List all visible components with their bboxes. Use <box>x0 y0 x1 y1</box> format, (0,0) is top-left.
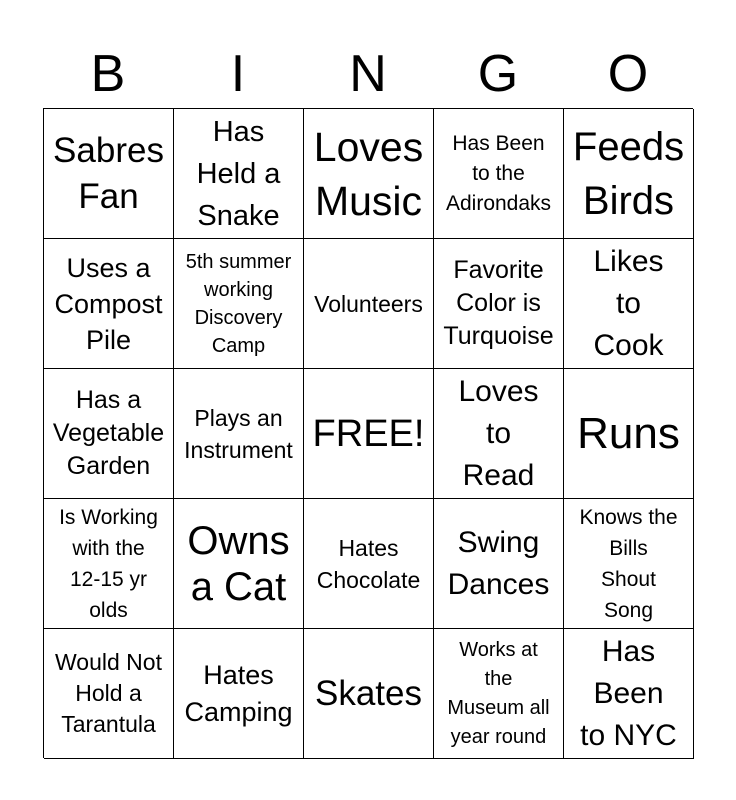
bingo-cell-r2-c5[interactable] <box>564 239 694 369</box>
bingo-cell-r1-c4[interactable] <box>434 109 564 239</box>
bingo-cell-r4-c5[interactable] <box>564 499 694 629</box>
bingo-cell-r3-c1[interactable] <box>44 369 174 499</box>
bingo-cell-text: Knows the Bills Shout Song <box>579 505 678 622</box>
bingo-cell-text: Has Held a Snake <box>196 115 281 232</box>
bingo-cell-text: Loves Music <box>313 123 424 224</box>
header-letter-g: G <box>477 45 519 103</box>
bingo-cell-r4-c1[interactable] <box>44 499 174 629</box>
bingo-cell-text: Would Not Hold a Tarantula <box>55 649 162 737</box>
bingo-cell-r2-c2[interactable] <box>174 239 304 369</box>
header-letter-b: B <box>90 45 126 103</box>
bingo-cell-text: Loves to Read <box>458 374 539 492</box>
bingo-cell-r5-c4[interactable] <box>434 629 564 759</box>
bingo-cell-text: Sabres Fan <box>53 130 164 216</box>
bingo-cell-r3-c2[interactable] <box>174 369 304 499</box>
bingo-cell-r2-c4[interactable] <box>434 239 564 369</box>
bingo-cell-text: Skates <box>315 673 422 713</box>
bingo-cell-r1-c3[interactable] <box>304 109 434 239</box>
bingo-cell-text: 5th summer working Discovery Camp <box>185 250 292 357</box>
bingo-cell-text: Hates Camping <box>184 659 293 727</box>
bingo-cell-r4-c2[interactable] <box>174 499 304 629</box>
bingo-cell-text: Works at the Museum all year round <box>447 638 550 748</box>
bingo-cell-r3-c5[interactable] <box>564 369 694 499</box>
bingo-cell-text: Runs <box>577 408 680 458</box>
bingo-cell-text: FREE! <box>312 412 425 455</box>
header-letter-i: I <box>230 45 246 103</box>
header-letter-n: N <box>349 45 387 103</box>
bingo-grid <box>43 108 693 758</box>
bingo-cell-r5-c5[interactable] <box>564 629 694 759</box>
bingo-cell-r1-c1[interactable] <box>44 109 174 239</box>
bingo-cell-text: Hates Chocolate <box>316 534 421 593</box>
bingo-cell-text: Favorite Color is Turquoise <box>443 256 554 350</box>
bingo-cell-r5-c3[interactable] <box>304 629 434 759</box>
bingo-cell-text: Swing Dances <box>447 525 550 601</box>
bingo-cell-r3-c4[interactable] <box>434 369 564 499</box>
bingo-cell-text: Owns a Cat <box>187 518 290 609</box>
bingo-cell-r5-c2[interactable] <box>174 629 304 759</box>
bingo-cell-text: Has Been to NYC <box>580 634 677 752</box>
bingo-cell-text: Plays an Instrument <box>184 404 293 463</box>
bingo-cell-r2-c3[interactable] <box>304 239 434 369</box>
bingo-cell-r5-c1[interactable] <box>44 629 174 759</box>
bingo-cell-r3-c3[interactable] <box>304 369 434 499</box>
bingo-cell-text: Uses a Compost Pile <box>54 252 163 355</box>
bingo-cell-text: Is Working with the 12-15 yr olds <box>59 505 158 622</box>
header-letter-o: O <box>607 45 649 103</box>
bingo-cell-r4-c3[interactable] <box>304 499 434 629</box>
bingo-cell-r1-c2[interactable] <box>174 109 304 239</box>
bingo-cell-text: Volunteers <box>314 290 423 317</box>
bingo-cell-text: Has a Vegetable Garden <box>52 386 165 480</box>
bingo-cell-r2-c1[interactable] <box>44 239 174 369</box>
bingo-cell-text: Feeds Birds <box>572 124 685 223</box>
bingo-cell-text: Likes to Cook <box>593 244 664 362</box>
bingo-cell-text: Has Been to the Adirondaks <box>445 131 552 215</box>
bingo-cell-r4-c4[interactable] <box>434 499 564 629</box>
bingo-cell-r1-c5[interactable] <box>564 109 694 239</box>
bingo-header <box>43 40 693 108</box>
